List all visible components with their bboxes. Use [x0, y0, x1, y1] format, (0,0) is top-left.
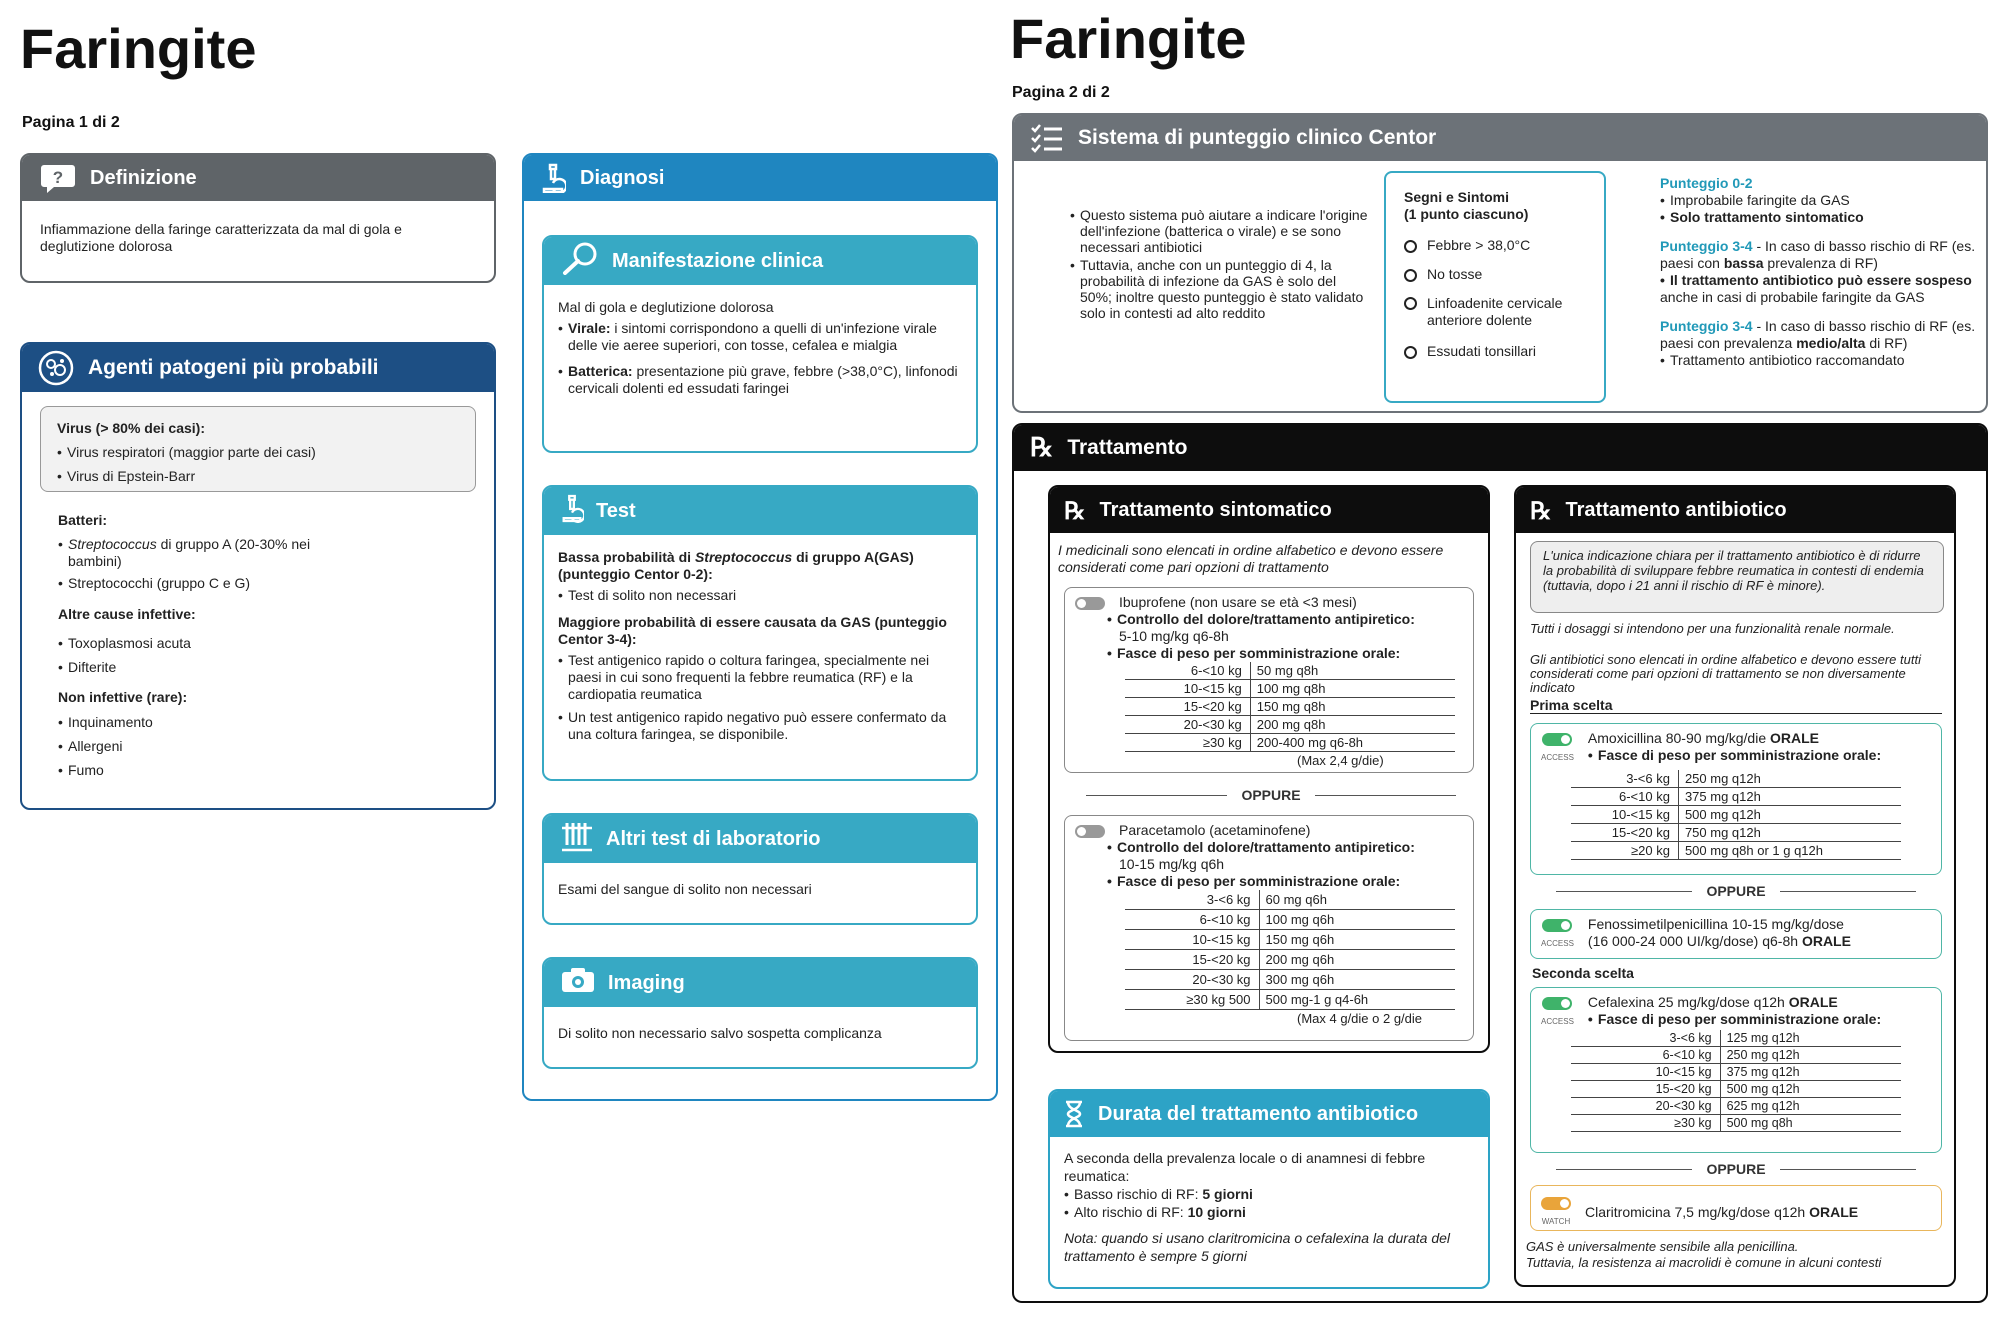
dose-cell: 750 mg q12h: [1678, 824, 1901, 842]
weight-band-cell: 6-<10 kg: [1125, 662, 1250, 680]
test-low-title: Bassa probabilità di Streptococcus di gruppo A(GAS) (punteggio Centor 0-2):: [558, 549, 914, 582]
antibiotic-callout: L'unica indicazione chiara per il trattamento antibiotico è di ridurre la probabilità di sviluppare febbre reumatica in contesti di endemia (tuttavia, dopo i 21 anni il rischio di RF è minore).: [1530, 541, 1944, 613]
amoxicillin-name: Amoxicillina 80-90 mg/kg/die ORALE: [1587, 730, 1819, 746]
duration-header: [1050, 1091, 1488, 1137]
virus-box: [40, 406, 476, 492]
paracetamol-line: • Fasce di peso per somministrazione orale:: [1107, 873, 1463, 890]
symptomatic-note: I medicinali sono elencati in ordine alfabetico e devono essere considerati come pari opzioni di trattamento: [1058, 542, 1444, 575]
signs-subtitle: (1 punto ciascuno): [1404, 206, 1529, 222]
diagnosis-title: Diagnosi: [580, 166, 665, 189]
clarithromycin-card: [1530, 1185, 1942, 1231]
page2-page-label: Pagina 2 di 2: [1012, 84, 1110, 101]
dose-row: [1571, 824, 1901, 842]
symptomatic-card: [1048, 485, 1490, 1053]
diagnosis-header: [524, 155, 996, 201]
clinical-intro: Mal di gola e deglutizione dolorosa: [558, 299, 774, 315]
diagnosis-card: [522, 153, 998, 1101]
imaging-title: Imaging: [608, 971, 685, 994]
dose-cell: 50 mg q8h: [1250, 662, 1455, 680]
duration-title: Durata del trattamento antibiotico: [1098, 1102, 1419, 1125]
checklist-icon: [1030, 123, 1064, 153]
toggle-icon: [1075, 597, 1105, 610]
imaging-text: Di solito non necessario salvo sospetta complicanza: [558, 1025, 882, 1041]
dose-cell: 500 mg-1 g q4-6h: [1259, 990, 1455, 1010]
second-choice-label: Seconda scelta: [1532, 965, 1634, 981]
clarithromycin-name: Claritromicina 7,5 mg/kg/dose q12h ORALE: [1585, 1203, 1859, 1220]
ibuprofen-line: • Controllo del dolore/trattamento antipiretico:: [1107, 611, 1463, 628]
paracetamol-table: [1125, 890, 1455, 1010]
dose-row: [1125, 890, 1455, 910]
dose-row: [1125, 698, 1455, 716]
page1-title: Faringite: [20, 17, 257, 80]
ibuprofen-line: • Fasce di peso per somministrazione orale:: [1107, 645, 1463, 662]
dose-row: [1125, 680, 1455, 698]
score-column: [1660, 175, 1976, 369]
dose-row: [1571, 788, 1901, 806]
dose-row: [1571, 842, 1901, 860]
dose-cell: 200 mg q6h: [1259, 950, 1455, 970]
dose-cell: 625 mg q12h: [1720, 1098, 1901, 1115]
weight-band-cell: 3-<6 kg: [1571, 770, 1678, 788]
pathogens-card: [20, 342, 496, 810]
weight-band-cell: 20-<30 kg: [1125, 970, 1259, 990]
rx-icon: ℞: [1064, 495, 1086, 525]
sign-item: Essudati tonsillari: [1404, 343, 1586, 360]
dose-row: [1571, 1047, 1901, 1064]
virus-title: Virus (> 80% dei casi):: [57, 420, 205, 436]
weight-band-cell: 6-<10 kg: [1571, 788, 1678, 806]
antibiotic-footer: [1526, 1239, 1950, 1271]
clinical-card: [542, 235, 978, 453]
toggle-icon: [1075, 825, 1105, 838]
bacteria-item: • Streptococcus di gruppo A (20-30% nei bambini): [58, 536, 348, 570]
radio-icon: [1404, 346, 1417, 359]
cefalexin-card: [1530, 987, 1942, 1153]
imaging-card: [542, 957, 978, 1069]
phenoxymethylpenicillin-line2: (16 000-24 000 UI/kg/dose) q6-8h ORALE: [1587, 933, 1851, 949]
definition-header: [22, 155, 494, 201]
centor-bullets: [1070, 207, 1370, 321]
hourglass-icon: [1064, 1100, 1084, 1128]
sign-item: Febbre > 38,0°C: [1404, 237, 1586, 254]
toggle-icon: [1542, 919, 1572, 932]
ibuprofen-max: (Max 2,4 g/die): [1297, 753, 1384, 768]
ibuprofen-name: Ibuprofene (non usare se età <3 mesi): [1075, 594, 1463, 611]
clinical-bacterial: • Batterica: presentazione più grave, febbre (>38,0°C), linfonodi cervicali dolenti ed essudati faringei: [558, 363, 962, 397]
noninfectious-title: Non infettive (rare):: [58, 689, 188, 705]
noninfectious-item: • Inquinamento: [58, 710, 458, 734]
weight-band-cell: 3-<6 kg: [1571, 1030, 1720, 1047]
duration-card: [1048, 1089, 1490, 1289]
dose-cell: 375 mg q12h: [1720, 1064, 1901, 1081]
lab-card: [542, 813, 978, 925]
oppure-divider: OPPURE: [1556, 883, 1916, 899]
cefalexin-table: [1571, 1030, 1901, 1132]
weight-band-cell: 10-<15 kg: [1125, 680, 1250, 698]
paracetamol-name: Paracetamolo (acetaminofene): [1075, 822, 1463, 839]
dose-cell: 60 mg q6h: [1259, 890, 1455, 910]
signs-box: [1384, 171, 1606, 403]
dose-row: [1125, 990, 1455, 1010]
phenoxymethylpenicillin-card: [1530, 909, 1942, 959]
test-high-title: Maggiore probabilità di essere causata da GAS (punteggio Centor 3-4):: [558, 614, 947, 647]
dose-row: [1571, 806, 1901, 824]
toggle-icon: [1542, 733, 1572, 746]
clinical-title: Manifestazione clinica: [612, 249, 824, 272]
treatment-header: [1014, 425, 1986, 471]
centor-title: Sistema di punteggio clinico Centor: [1078, 126, 1437, 149]
dose-cell: 250 mg q12h: [1678, 770, 1901, 788]
test-low-item: • Test di solito non necessari: [558, 587, 962, 604]
score3-item: • Trattamento antibiotico raccomandato: [1660, 352, 1976, 369]
weight-band-cell: 10-<15 kg: [1571, 806, 1678, 824]
pathogens-title: Agenti patogeni più probabili: [88, 356, 379, 379]
dose-row: [1125, 910, 1455, 930]
dose-cell: 100 mg q6h: [1259, 910, 1455, 930]
treatment-card: [1012, 423, 1988, 1303]
centor-card: [1012, 113, 1988, 413]
ibuprofen-table: [1125, 662, 1455, 752]
duration-body: [1050, 1137, 1488, 1277]
bacteria-title: Batteri:: [58, 512, 108, 528]
bacteria-icon: [38, 350, 74, 386]
symptomatic-header: [1050, 487, 1488, 533]
test-header: [544, 487, 976, 535]
access-tag: ACCESS: [1541, 994, 1574, 1030]
weight-band-cell: ≥30 kg 500: [1125, 990, 1259, 1010]
dose-cell: 300 mg q6h: [1259, 970, 1455, 990]
watch-tag: WATCH: [1541, 1194, 1571, 1230]
weight-band-cell: ≥30 kg: [1571, 1115, 1720, 1132]
toggle-icon: [1541, 1197, 1571, 1210]
paracetamol-line: • Controllo del dolore/trattamento antipiretico:: [1107, 839, 1463, 856]
duration-low: • Basso rischio di RF: 5 giorni: [1064, 1185, 1474, 1203]
dose-row: [1571, 770, 1901, 788]
dose-row: [1125, 716, 1455, 734]
magnifier-icon: [560, 241, 600, 281]
dose-row: [1125, 950, 1455, 970]
test-tubes-icon: [560, 820, 594, 858]
paracetamol-dose: 10-15 mg/kg q6h: [1119, 856, 1225, 872]
antibiotic-header: [1516, 487, 1954, 533]
microscope-icon: [560, 493, 584, 529]
antibiotic-footer-line: GAS è universalmente sensibile alla penicillina.: [1526, 1239, 1799, 1254]
lab-header: [544, 815, 976, 863]
weight-band-cell: 20-<30 kg: [1571, 1098, 1720, 1115]
oppure-divider: OPPURE: [1556, 1161, 1916, 1177]
dose-cell: 250 mg q12h: [1720, 1047, 1901, 1064]
test-high-item: • Un test antigenico rapido negativo può essere confermato da una coltura faringea, se disponibile.: [558, 709, 962, 743]
test-body: [544, 535, 976, 757]
paracetamol-card: [1064, 815, 1474, 1041]
centor-bullet: • Tuttavia, anche con un punteggio di 4, la probabilità di infezione da GAS è solo del 50%; inoltre questo punteggio è stato validato solo in contesti ad alto reddito: [1070, 257, 1370, 321]
dose-cell: 375 mg q12h: [1678, 788, 1901, 806]
duration-intro: A seconda della prevalenza locale o di anamnesi di febbre reumatica:: [1064, 1150, 1426, 1184]
noninfectious-item: • Fumo: [58, 758, 458, 782]
weight-band-cell: 15-<20 kg: [1125, 950, 1259, 970]
weight-band-cell: 6-<10 kg: [1125, 910, 1259, 930]
phenoxymethylpenicillin-line1: Fenossimetilpenicillina 10-15 mg/kg/dose: [1587, 916, 1844, 932]
antibiotic-renal: Tutti i dosaggi si intendono per una funzionalità renale normale.: [1530, 621, 1895, 636]
dose-row: [1571, 1098, 1901, 1115]
signs-title: Segni e Sintomi: [1404, 189, 1510, 205]
other-infectious-title: Altre cause infettive:: [58, 606, 196, 622]
definition-text: Infiammazione della faringe caratterizzata da mal di gola e deglutizione dolorosa: [40, 221, 402, 254]
centor-bullet: • Questo sistema può aiutare a indicare l'origine dell'infezione (batterica o virale) e se sono necessari antibiotici: [1070, 207, 1370, 255]
bacteria-item: • Streptococchi (gruppo C e G): [58, 575, 458, 592]
antibiotic-title: Trattamento antibiotico: [1565, 498, 1787, 521]
weight-band-cell: 6-<10 kg: [1571, 1047, 1720, 1064]
rx-icon: ℞: [1530, 495, 1552, 525]
dose-row: [1125, 970, 1455, 990]
weight-band-cell: 15-<20 kg: [1571, 824, 1678, 842]
dose-cell: 125 mg q12h: [1720, 1030, 1901, 1047]
test-high-item: • Test antigenico rapido o coltura faringea, specialmente nei paesi in cui sono frequenti la febbre reumatica (RF) e la cardiopatia reumatica: [558, 652, 962, 703]
test-card: [542, 485, 978, 781]
score1-item: • Improbabile faringite da GAS: [1660, 192, 1976, 209]
virus-item: • Virus respiratori (maggior parte dei casi): [57, 440, 459, 464]
toggle-icon: [1542, 997, 1572, 1010]
radio-icon: [1404, 269, 1417, 282]
weight-band-cell: 10-<15 kg: [1571, 1064, 1720, 1081]
centor-header: [1014, 115, 1986, 161]
duration-high: • Alto rischio di RF: 10 giorni: [1064, 1203, 1474, 1221]
symptomatic-title: Trattamento sintomatico: [1099, 498, 1332, 521]
definition-card: [20, 153, 496, 283]
cefalexin-line: • Fasce di peso per somministrazione orale:: [1588, 1011, 1931, 1028]
radio-icon: [1404, 297, 1417, 310]
dose-row: [1125, 662, 1455, 680]
imaging-header: [544, 959, 976, 1007]
question-icon: [40, 162, 76, 194]
dose-row: [1571, 1115, 1901, 1132]
dose-row: [1571, 1030, 1901, 1047]
clinical-viral: • Virale: i sintomi corrispondono a quelli di un'infezione virale delle vie aeree superiori, con tosse, cefalea e mialgia: [558, 320, 962, 354]
clinical-header: [544, 237, 976, 285]
weight-band-cell: ≥30 kg: [1125, 734, 1250, 752]
dose-cell: 500 mg q12h: [1720, 1081, 1901, 1098]
amoxicillin-table: [1571, 770, 1901, 860]
dose-row: [1571, 1064, 1901, 1081]
dose-row: [1125, 930, 1455, 950]
virus-item: • Virus di Epstein-Barr: [57, 464, 459, 488]
access-tag: ACCESS: [1541, 730, 1574, 766]
page2-title: Faringite: [1010, 7, 1247, 70]
other-infectious-item: • Difterite: [58, 655, 458, 679]
lab-text: Esami del sangue di solito non necessari: [558, 881, 812, 897]
score1-item: • Solo trattamento sintomatico: [1660, 209, 1976, 226]
weight-band-cell: 15-<20 kg: [1571, 1081, 1720, 1098]
score1-title: Punteggio 0-2: [1660, 175, 1753, 191]
definition-title: Definizione: [90, 166, 197, 189]
dose-cell: 500 mg q8h: [1720, 1115, 1901, 1132]
antibiotic-card: [1514, 485, 1956, 1287]
weight-band-cell: 20-<30 kg: [1125, 716, 1250, 734]
dose-cell: 200 mg q8h: [1250, 716, 1455, 734]
rx-icon: ℞: [1030, 433, 1054, 463]
clinical-body: [544, 285, 976, 411]
dose-cell: 200-400 mg q6-8h: [1250, 734, 1455, 752]
score2-item: • Il trattamento antibiotico può essere sospeso: [1660, 272, 1976, 289]
oppure-divider: OPPURE: [1086, 787, 1456, 803]
dose-row: [1125, 734, 1455, 752]
antibiotic-footer-line: Tuttavia, la resistenza ai macrolidi è comune in alcuni contesti: [1526, 1255, 1882, 1270]
access-tag: ACCESS: [1541, 916, 1574, 952]
antibiotic-order-note: Gli antibiotici sono elencati in ordine alfabetico e devono essere tutti considerati come pari opzioni di trattamento se non diversamente indicato: [1530, 652, 1921, 695]
cefalexin-name: Cefalexina 25 mg/kg/dose q12h ORALE: [1587, 994, 1838, 1010]
first-choice-label: Prima scelta: [1530, 697, 1942, 714]
paracetamol-max: (Max 4 g/die o 2 g/die: [1297, 1011, 1423, 1026]
dose-cell: 150 mg q8h: [1250, 698, 1455, 716]
weight-band-cell: ≥20 kg: [1571, 842, 1678, 860]
camera-icon: [560, 966, 596, 1000]
pathogens-lists: [58, 512, 458, 782]
lab-title: Altri test di laboratorio: [606, 827, 821, 850]
weight-band-cell: 3-<6 kg: [1125, 890, 1259, 910]
sign-item: Linfoadenite cervicale anteriore dolente: [1404, 295, 1586, 329]
amoxicillin-line: • Fasce di peso per somministrazione orale:: [1588, 747, 1931, 764]
score2-after: anche in casi di probabile faringite da GAS: [1660, 289, 1925, 305]
score2-text: Punteggio 3-4 - In caso di basso rischio di RF (es. paesi con bassa prevalenza di RF): [1660, 238, 1976, 271]
test-title: Test: [596, 499, 636, 522]
page1-page-label: Pagina 1 di 2: [22, 114, 120, 131]
dose-cell: 100 mg q8h: [1250, 680, 1455, 698]
pathogens-header: [22, 344, 494, 392]
amoxicillin-card: [1530, 723, 1942, 875]
weight-band-cell: 10-<15 kg: [1125, 930, 1259, 950]
svg-text:?: ?: [52, 168, 64, 187]
weight-band-cell: 15-<20 kg: [1125, 698, 1250, 716]
sign-item: No tosse: [1404, 266, 1586, 283]
ibuprofen-card: [1064, 587, 1474, 773]
microscope-icon: [540, 163, 566, 193]
duration-note: Nota: quando si usano claritromicina o cefalexina la durata del trattamento è sempre 5 giorni: [1064, 1230, 1451, 1264]
dose-cell: 150 mg q6h: [1259, 930, 1455, 950]
dose-row: [1571, 1081, 1901, 1098]
dose-cell: 500 mg q12h: [1678, 806, 1901, 824]
ibuprofen-dose: 5-10 mg/kg q6-8h: [1119, 628, 1229, 644]
treatment-title: Trattamento: [1067, 436, 1188, 459]
dose-cell: 500 mg q8h or 1 g q12h: [1678, 842, 1901, 860]
radio-icon: [1404, 240, 1417, 253]
noninfectious-item: • Allergeni: [58, 734, 458, 758]
other-infectious-item: • Toxoplasmosi acuta: [58, 631, 458, 655]
score3-text: Punteggio 3-4 - In caso di basso rischio di RF (es. paesi con prevalenza medio/alta di RF): [1660, 318, 1976, 351]
